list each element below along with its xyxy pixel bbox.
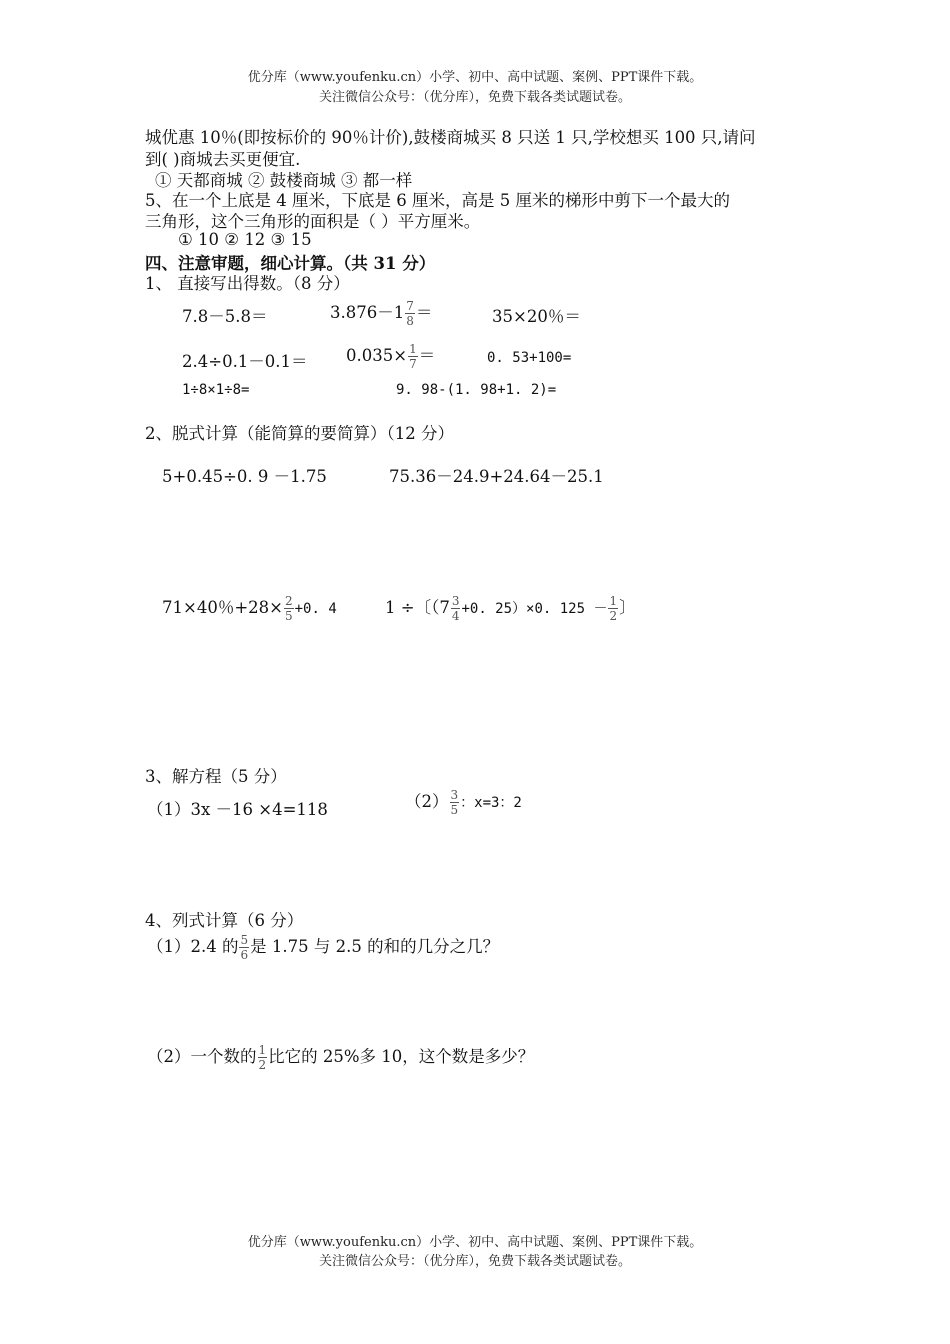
header-line-1: 优分库（www.youfenku.cn）小学、初中、高中试题、案例、PPT课件下载。 [247, 70, 703, 85]
q4-line-2: 到( )商城去买更便宜. [145, 150, 301, 169]
section-4-title: 四、注意审题，细心计算。（共 31 分） [145, 254, 436, 273]
part-2-title: 2、脱式计算（能简算的要简算）（12 分） [145, 424, 454, 443]
q5-line-1: 5、在一个上底是 4 厘米，下底是 6 厘米，高是 5 厘米的梯形中剪下一个最大的 [145, 191, 730, 210]
part-1-title: 1、 直接写出得数。（8 分） [145, 274, 350, 293]
p1-expr-4: 2.4÷0.1－0.1＝ [182, 352, 308, 371]
part-3-title: 3、解方程（5 分） [145, 767, 287, 786]
p1-expr-1: 7.8－5.8＝ [182, 307, 268, 326]
p2-expr-3: 71×40％+28× $\frac{2}{5}$ +0. 4 [162, 594, 337, 623]
q4-line-1: 城优惠 10％(即按标价的 90％计价),鼓楼商城买 8 只送 1 只,学校想买 100 只,请问 [145, 128, 756, 147]
p4-question-2: （2）一个数的 $\frac{1}{2}$ 比它的 25%多 10，这个数是多少？ [147, 1043, 535, 1072]
fraction: $\frac{1}{2}$ [609, 594, 618, 623]
fraction: $\frac{5}{6}$ [240, 933, 249, 962]
p3-equation-1: （1）3x －16 ×4=118 [147, 800, 328, 819]
p2-expr-4: 1 ÷〔（7 $\frac{3}{4}$ +0. 25）×0. 125 － $\frac{1}{2}$ 〕 [385, 594, 636, 623]
fraction: $\frac{7}{8}$ [406, 299, 414, 328]
q5-line-2: 三角形，这个三角形的面积是（ ）平方厘米。 [145, 212, 481, 231]
fraction: $\frac{1}{2}$ [258, 1043, 267, 1072]
part-4-title: 4、列式计算（6 分） [145, 911, 304, 930]
p1-expr-8: 9. 98-(1. 98+1. 2)= [396, 382, 557, 398]
p3-equation-2: （2） $\frac{3}{5}$ ：x=3：2 [405, 788, 522, 817]
fraction: $\frac{3}{4}$ [451, 594, 460, 623]
fraction: $\frac{1}{7}$ [409, 342, 417, 371]
p1-expr-3: 35×20％＝ [492, 307, 581, 326]
p2-expr-1: 5+0.45÷0. 9 －1.75 [162, 467, 327, 486]
p4-question-1: （1）2.4 的 $\frac{5}{6}$ 是 1.75 与 2.5 的和的几分之几？ [147, 933, 500, 962]
p1-expr-7: 1÷8×1÷8= [182, 382, 250, 398]
q4-options: ① 天都商城 ② 鼓楼商城 ③ 都一样 [155, 171, 413, 190]
header-line-2: 关注微信公众号：（优分库），免费下载各类试题试卷。 [318, 90, 631, 105]
q5-options: ① 10 ② 12 ③ 15 [178, 230, 312, 249]
p1-expr-2: 3.876－1 $\frac{7}{8}$ ＝ [330, 299, 433, 328]
fraction: $\frac{3}{5}$ [450, 788, 459, 817]
p2-expr-2: 75.36－24.9+24.64－25.1 [389, 467, 604, 486]
p1-expr-6: 0. 53+100= [487, 350, 572, 366]
p1-expr-5: 0.035× $\frac{1}{7}$ ＝ [346, 342, 436, 371]
fraction: $\frac{2}{5}$ [284, 594, 293, 623]
footer-line-2: 关注微信公众号：（优分库），免费下载各类试题试卷。 [318, 1254, 631, 1269]
footer-line-1: 优分库（www.youfenku.cn）小学、初中、高中试题、案例、PPT课件下载。 [247, 1235, 703, 1250]
